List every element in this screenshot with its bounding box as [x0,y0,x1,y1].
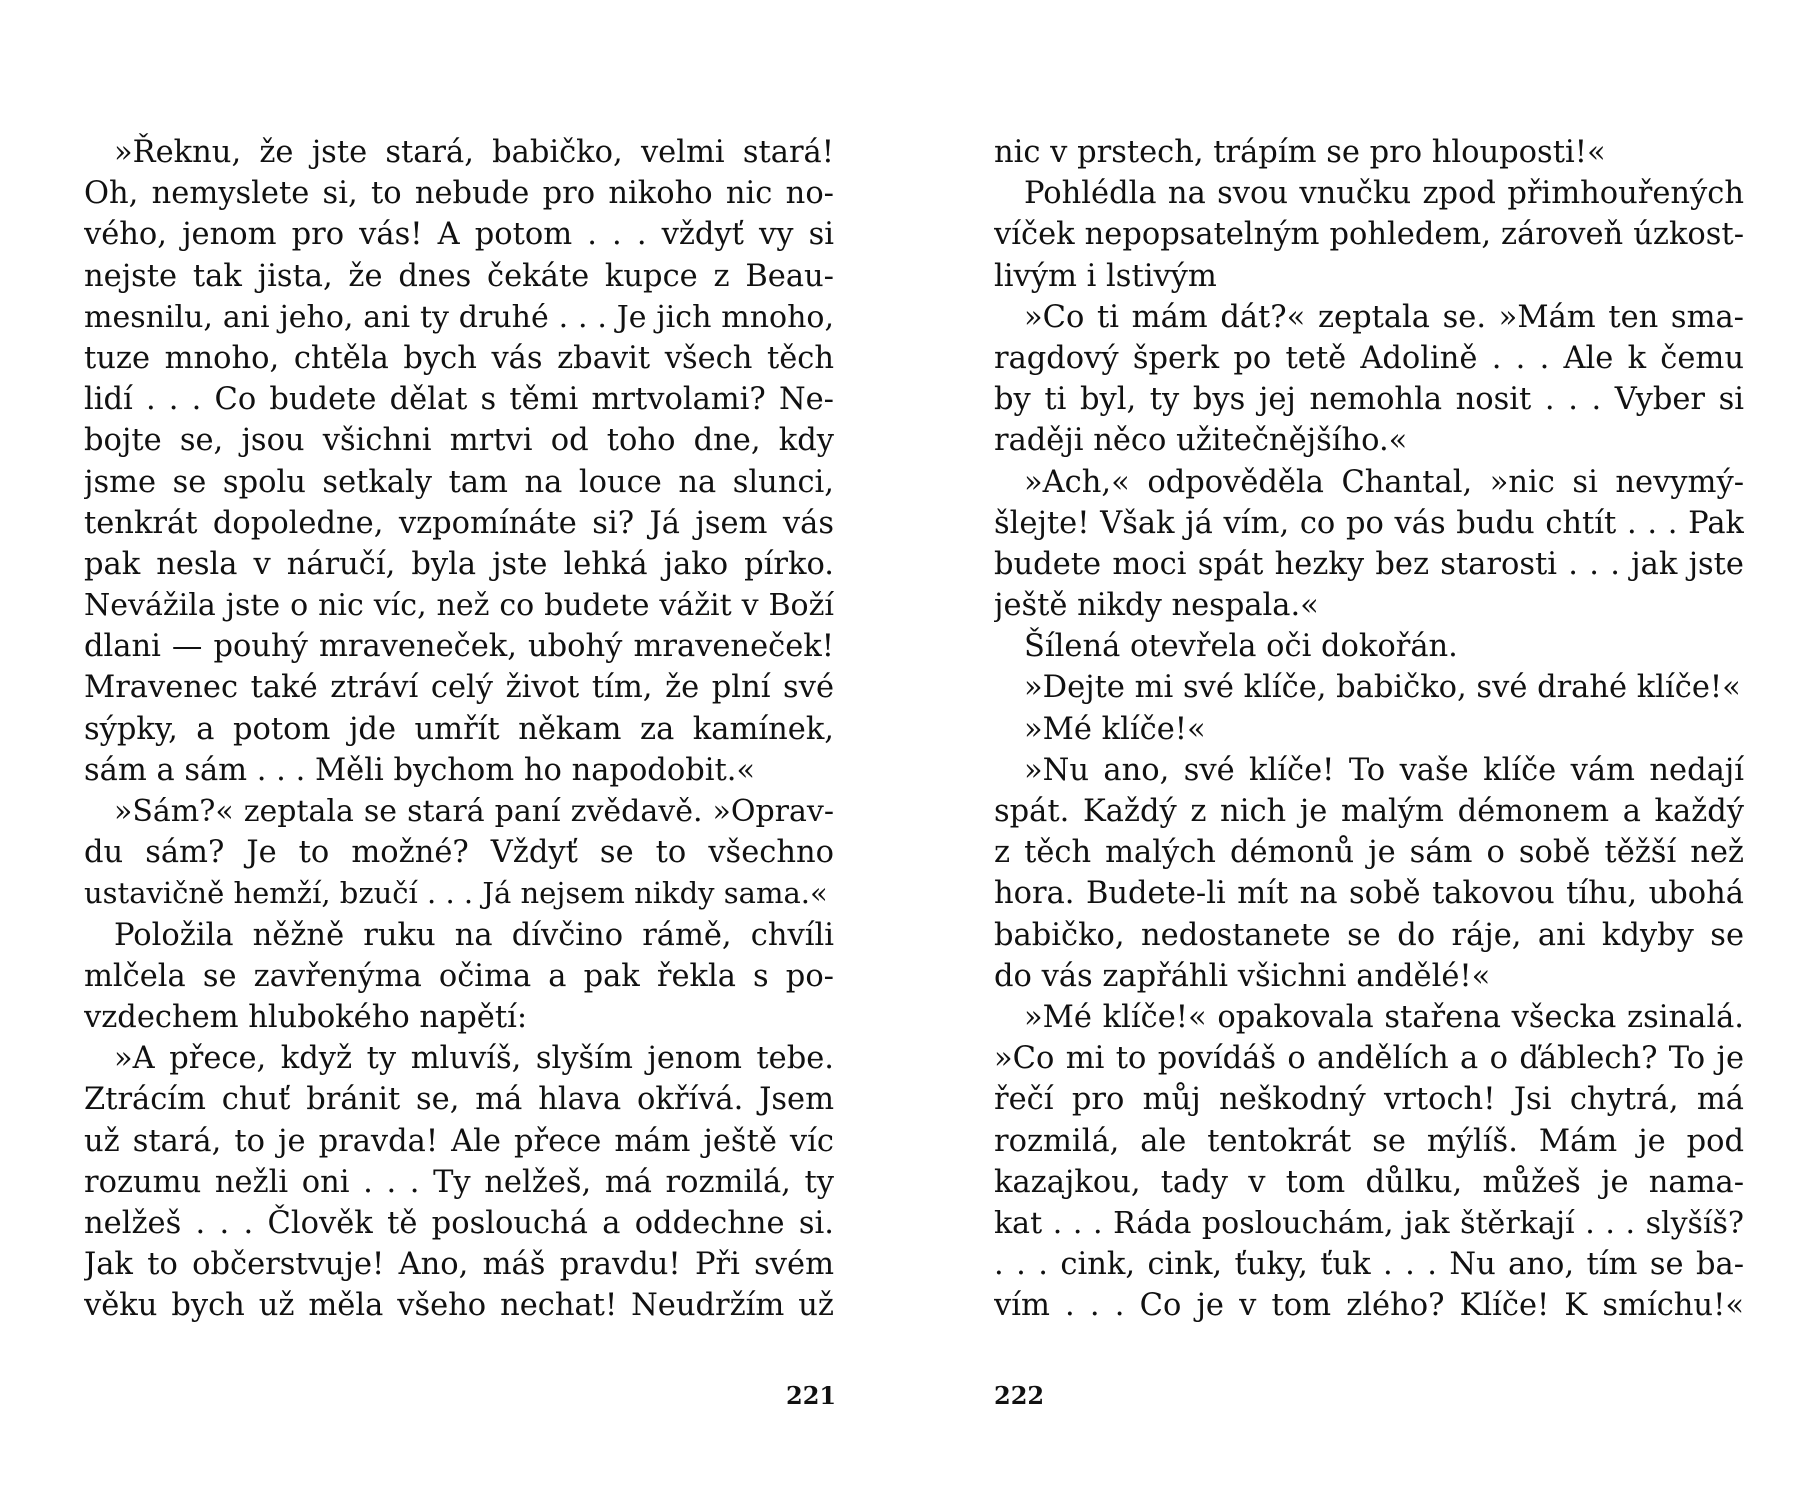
text-line: z těch malých démonů je sám o sobě těžší než [994,835,1744,871]
text-line: rozmilá, ale tentokrát se mýlíš. Mám je pod [994,1123,1744,1159]
text-line: Šílená otevřela oči dokořán. [1024,629,1458,665]
text-line: »Mé klíče!« opakovala stařena všecka zsinalá. [1024,999,1744,1035]
text-line: »Dejte mi své klíče, babičko, své drahé klíče!« [1024,670,1741,706]
text-line: víček nepopsatelným pohledem, zároveň úzkost- [994,217,1744,253]
text-line: vím . . . Co je v tom zlého? Klíče! K smíchu!« [994,1288,1744,1324]
text-line: pak nesla v náručí, byla jste lehká jako pírko. [84,546,834,582]
text-line: do vás zapřáhli všichni andělé!« [994,958,1491,994]
page-number-left: 221 [786,1381,837,1410]
text-line: »Nu ano, své klíče! To vaše klíče vám nedají [1024,752,1744,788]
text-line: »Řeknu, že jste stará, babičko, velmi stará! [114,135,834,170]
text-line: Nevážila jste o nic víc, než co budete vážit v Boží [84,588,834,624]
text-line: tenkrát dopoledne, vzpomínáte si? Já jsem vás [84,505,834,541]
text-line: »Co mi to povídáš o andělích a o ďáblech? To je [994,1041,1744,1077]
text-line: tuze mnoho, chtěla bych vás zbavit všech těch [84,340,834,376]
text-line: . . . cink, cink, ťuky, ťuk . . . Nu ano, tím se ba- [994,1247,1744,1283]
text-line: Pohlédla na svou vnučku zpod přimhouřených [1024,176,1744,212]
text-line: řečí pro můj neškodný vrtoch! Jsi chytrá, má [994,1082,1744,1118]
text-line: Ztrácím chuť bránit se, má hlava okřívá. Jsem [84,1082,834,1118]
text-line: kazajkou, tady v tom důlku, můžeš je nama- [994,1164,1744,1200]
text-line: nelžeš . . . Člověk tě poslouchá a oddechne si. [84,1205,834,1241]
text-line: nic v prstech, trápím se pro hlouposti!« [994,135,1606,170]
text-line: rozumu nežli oni . . . Ty nelžeš, má rozmilá, ty [84,1164,834,1200]
text-line: mlčela se zavřenýma očima a pak řekla s po- [84,958,834,994]
text-line: raději něco užitečnějšího.« [994,423,1408,459]
left-page-text [84,132,834,1326]
text-line: sám a sám . . . Měli bychom ho napodobit.« [84,752,756,788]
text-line: ještě nikdy nespala.« [994,588,1319,624]
text-line: vého, jenom pro vás! A potom . . . vždyť vy si [84,217,834,253]
page-number-right: 222 [994,1381,1045,1410]
text-line: Oh, nemyslete si, to nebude pro nikoho nic no- [84,176,834,212]
text-line: sýpky, a potom jde umřít někam za kamínek, [84,711,834,747]
text-line: hora. Budete-li mít na sobě takovou tíhu, ubohá [994,876,1744,912]
text-line: »Ach,« odpověděla Chantal, »nic si nevymý- [1024,464,1744,500]
text-line: dlani — pouhý mraveneček, ubohý mraveneček! [84,629,834,665]
text-line: ustavičně hemží, bzučí . . . Já nejsem nikdy sama.« [84,876,828,911]
text-line: »Co ti mám dát?« zeptala se. »Mám ten sma- [1024,299,1744,335]
text-line: Položila něžně ruku na dívčino rámě, chvíli [114,917,834,953]
text-line: »Sám?« zeptala se stará paní zvědavě. »Oprav- [114,794,834,829]
text-line: věku bych už měla všeho nechat! Neudržím už [84,1288,834,1324]
text-line: du sám? Je to možné? Vždyť se to všechno [84,835,834,871]
text-line: jsme se spolu setkaly tam na louce na slunci, [84,464,834,500]
text-line: livým i lstivým [994,258,1217,294]
text-line: »Mé klíče!« [1024,711,1206,747]
text-line: Jak to občerstvuje! Ano, máš pravdu! Při svém [84,1247,834,1283]
right-page-text [994,132,1744,1326]
text-line: nejste tak jista, že dnes čekáte kupce z Beau- [84,258,834,294]
text-line: šlejte! Však já vím, co po vás budu chtít . . . Pak [994,505,1744,541]
text-line: kat . . . Ráda poslouchám, jak štěrkají . . . slyšíš? [994,1205,1744,1241]
text-line: Mravenec také ztráví celý život tím, že plní své [84,670,834,706]
text-line: lidí . . . Co budete dělat s těmi mrtvolami? Ne- [84,382,834,418]
text-line: už stará, to je pravda! Ale přece mám ještě víc [84,1123,834,1159]
text-line: spát. Každý z nich je malým démonem a každý [994,794,1744,829]
text-line: mesnilu, ani jeho, ani ty druhé . . . Je jich mnoho, [84,299,834,335]
text-line: bojte se, jsou všichni mrtvi od toho dne, kdy [84,423,834,459]
text-line: by ti byl, ty bys jej nemohla nosit . . . Vyber si [994,382,1744,418]
text-line: budete moci spát hezky bez starosti . . . jak jste [994,546,1744,582]
text-line: babičko, nedostanete se do ráje, ani kdyby se [994,917,1744,953]
text-line: vzdechem hlubokého napětí: [84,999,528,1035]
text-line: »A přece, když ty mluvíš, slyším jenom tebe. [114,1041,834,1077]
text-line: ragdový šperk po tetě Adolině . . . Ale k čemu [994,340,1744,376]
